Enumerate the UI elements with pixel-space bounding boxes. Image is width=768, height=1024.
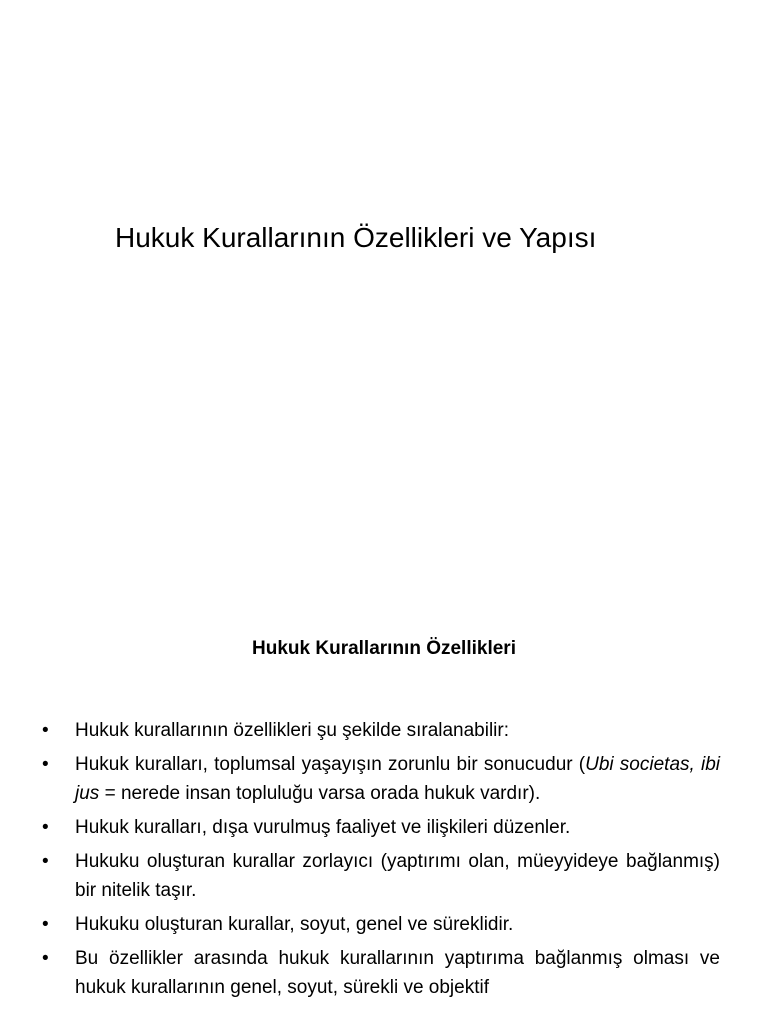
latin-phrase: Ubi societas, ibi jus — [75, 754, 720, 804]
bullet-dot-icon: • — [42, 851, 49, 872]
bullet-text: Hukuk kuralları, dışa vurulmuş faaliyet ve ilişkileri düzenler. — [75, 817, 571, 838]
bullet-text: Hukuku oluşturan kurallar, soyut, genel ve süreklidir. — [75, 914, 514, 935]
bullet-dot-icon: • — [42, 914, 49, 935]
bullet-text: Hukuk kurallarının özellikleri şu şekilde sıralanabilir: — [75, 720, 510, 741]
bullet-item — [42, 750, 720, 808]
bullet-item — [42, 944, 720, 1002]
bullet-item — [42, 847, 720, 905]
bullet-list — [42, 716, 720, 1007]
bullet-dot-icon: • — [42, 817, 49, 838]
bullet-dot-icon: • — [42, 754, 49, 775]
slide-title: Hukuk Kurallarının Özellikleri ve Yapısı — [115, 222, 597, 253]
bullet-text — [75, 754, 720, 804]
bullet-text: Bu özellikler arasında hukuk kurallarının yaptırıma bağlanmış olması ve hukuk kurallarının genel, soyut, sürekli ve objektif — [75, 948, 720, 998]
bullet-item — [42, 813, 720, 842]
bullet-item — [42, 716, 720, 745]
bullet-dot-icon: • — [42, 948, 49, 969]
content-slide — [0, 576, 768, 1024]
section-heading: Hukuk Kurallarının Özellikleri — [252, 638, 516, 659]
bullet-dot-icon: • — [42, 720, 49, 741]
bullet-text: Hukuku oluşturan kurallar zorlayıcı (yaptırımı olan, müeyyideye bağlanmış) bir nitelik taşır. — [75, 851, 720, 901]
bullet-item — [42, 910, 720, 939]
bullet-text-part: Hukuk kuralları, toplumsal yaşayışın zorunlu bir sonucudur ( — [75, 754, 586, 775]
bullet-text-part: = nerede insan topluluğu varsa orada hukuk vardır). — [99, 783, 541, 804]
